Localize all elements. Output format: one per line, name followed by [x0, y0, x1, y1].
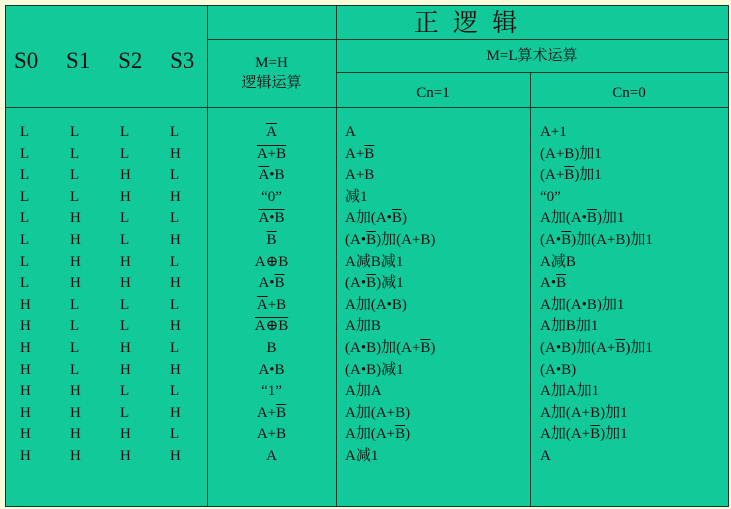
- expr-segment: A•: [540, 275, 557, 292]
- selector-value-s0: H: [20, 383, 31, 400]
- cn1-cell: [345, 381, 530, 403]
- logic-cell: [207, 424, 336, 446]
- selector-value-s1: H: [70, 231, 81, 248]
- cn1-cell: [345, 208, 530, 230]
- selector-value-s0: H: [20, 447, 31, 464]
- expr-segment: (A•B): [540, 361, 577, 378]
- rule-arith: [336, 72, 728, 73]
- expr-segment: $\overline{B}$: [561, 231, 572, 248]
- cn0-cell: [540, 273, 728, 295]
- selector-value-s1: H: [70, 275, 81, 292]
- selector-row: [20, 252, 210, 274]
- selector-value-s2: L: [120, 231, 130, 248]
- expr-segment: )加1: [625, 339, 653, 356]
- expr-segment: A加(A+: [540, 426, 591, 443]
- expr-segment: $\overline{B}$: [586, 210, 597, 227]
- selector-row: [20, 360, 210, 382]
- selector-s2-header: S2: [118, 48, 143, 73]
- selector-row: [20, 122, 210, 144]
- expr-segment: A加(A•B): [345, 296, 407, 313]
- selector-row: [20, 187, 210, 209]
- cn1-cell: [345, 273, 530, 295]
- selector-value-s3: L: [170, 339, 180, 356]
- logic-cell: [207, 230, 336, 252]
- expr-segment: (A•: [540, 231, 562, 248]
- cn0-cell: [540, 295, 728, 317]
- selector-value-s0: H: [20, 426, 31, 443]
- expr-segment: A减B: [540, 253, 576, 270]
- selector-value-s1: L: [70, 296, 80, 313]
- expr-segment: $\overline{A}$: [266, 124, 277, 140]
- cn0-cell: [540, 165, 728, 187]
- logic-cell: [207, 273, 336, 295]
- selector-value-s1: L: [70, 188, 80, 205]
- cn0-cell: [540, 208, 728, 230]
- expr-segment: A+1: [540, 124, 567, 140]
- selector-value-s0: L: [20, 188, 30, 205]
- logic-cell: [207, 360, 336, 382]
- cn1-cell: [345, 295, 530, 317]
- cn0-cell: [540, 144, 728, 166]
- expr-segment: A加B加1: [540, 318, 599, 335]
- logic-mode: M=H: [255, 55, 288, 71]
- expr-segment: (A•: [345, 231, 367, 248]
- expr-segment: )加1: [574, 167, 602, 184]
- cn0-cell: [540, 446, 728, 468]
- expr-segment: (A•: [345, 275, 367, 292]
- selector-value-s3: L: [170, 253, 180, 270]
- selector-value-s1: L: [70, 145, 80, 162]
- expr-segment: (A+: [540, 167, 565, 184]
- logic-cell: [207, 403, 336, 425]
- expr-segment: $\overline{B}$: [266, 231, 277, 248]
- divider-cn: [530, 72, 531, 506]
- logic-cell: [207, 316, 336, 338]
- expr-segment: (A+B)加1: [540, 145, 602, 162]
- expr-segment: $\overline{B}$: [615, 339, 626, 356]
- expr-segment: )加1: [600, 426, 628, 443]
- expr-segment: A加(A•B)加1: [540, 296, 625, 313]
- logic-cell: [207, 122, 336, 144]
- expr-segment: A: [266, 447, 277, 464]
- expr-segment: 减1: [345, 188, 368, 205]
- selector-value-s2: L: [120, 145, 130, 162]
- selector-value-s1: L: [70, 167, 80, 184]
- arith-mode-header: M=L算术运算: [486, 48, 578, 64]
- selector-value-s3: L: [170, 296, 180, 313]
- expr-segment: A加(A•: [345, 210, 392, 227]
- cn1-cell: [345, 446, 530, 468]
- cn0-cell: [540, 122, 728, 144]
- selector-value-s2: L: [120, 210, 130, 227]
- selector-value-s1: H: [70, 253, 81, 270]
- logic-column: [207, 122, 336, 468]
- expr-segment: A+: [345, 145, 365, 162]
- rule-header: [6, 107, 728, 108]
- cn1-cell: [345, 316, 530, 338]
- selector-value-s3: H: [170, 318, 181, 335]
- selector-row: [20, 381, 210, 403]
- expr-segment: A+B: [256, 426, 287, 443]
- expr-segment: A加B: [345, 318, 381, 335]
- selector-value-s3: H: [170, 447, 181, 464]
- expr-segment: )减1: [376, 275, 404, 292]
- selector-value-s1: L: [70, 361, 80, 378]
- selector-value-s1: H: [70, 383, 81, 400]
- selector-row: [20, 165, 210, 187]
- cn1-cell: [345, 187, 530, 209]
- rule-title: [207, 39, 728, 40]
- selector-value-s2: L: [120, 124, 130, 140]
- selector-value-s2: L: [120, 318, 130, 335]
- logic-mode-header: [207, 53, 336, 93]
- cn0-cell: [540, 381, 728, 403]
- expr-segment: A+: [256, 404, 277, 421]
- logic-cell: [207, 165, 336, 187]
- expr-segment: “1”: [261, 383, 282, 400]
- selector-value-s0: H: [20, 361, 31, 378]
- expr-segment: A加(A•: [540, 210, 587, 227]
- expr-segment: $\overline{A}$: [256, 296, 268, 313]
- selector-value-s2: L: [120, 383, 130, 400]
- cn1-cell: [345, 230, 530, 252]
- logic-cell: [207, 187, 336, 209]
- expr-segment: ): [401, 210, 407, 227]
- selector-value-s0: L: [20, 124, 30, 140]
- expr-segment: (A•B)加(A+: [345, 339, 421, 356]
- expr-segment: $\overline{B}$: [364, 145, 375, 162]
- selector-value-s0: L: [20, 231, 30, 248]
- expr-segment: “0”: [261, 188, 282, 205]
- selector-s3-header: S3: [170, 48, 195, 73]
- expr-segment: A+B: [256, 145, 287, 162]
- expr-segment: A加(A+B)加1: [540, 404, 628, 421]
- logic-cell: [207, 252, 336, 274]
- expr-segment: A减1: [345, 447, 379, 464]
- selector-value-s1: H: [70, 426, 81, 443]
- cn0-cell: [540, 316, 728, 338]
- expr-segment: $\overline{B}$: [276, 404, 287, 421]
- logic-cell: [207, 446, 336, 468]
- cn1-cell: [345, 144, 530, 166]
- expr-segment: A•B: [258, 361, 285, 378]
- cn1-column: [345, 122, 530, 468]
- divider-logic: [336, 6, 337, 506]
- logic-cell: [207, 208, 336, 230]
- cn0-cell: [540, 403, 728, 425]
- selector-row: [20, 403, 210, 425]
- cn0-column: [540, 122, 728, 468]
- expr-segment: A⊕B: [254, 318, 289, 335]
- logic-cell: [207, 295, 336, 317]
- expr-segment: $\overline{B}$: [564, 167, 575, 184]
- selector-value-s1: L: [70, 318, 80, 335]
- logic-cell: [207, 144, 336, 166]
- cn0-cell: [540, 252, 728, 274]
- selector-value-s3: L: [170, 383, 180, 400]
- selector-value-s0: L: [20, 167, 30, 184]
- expr-segment: )加1: [596, 210, 625, 227]
- cn0-cell: [540, 360, 728, 382]
- selector-value-s1: L: [70, 124, 80, 140]
- selector-value-s2: H: [120, 339, 131, 356]
- selector-value-s0: L: [20, 145, 30, 162]
- cn1-cell: [345, 360, 530, 382]
- selector-value-s3: L: [170, 426, 180, 443]
- selector-value-s0: L: [20, 253, 30, 270]
- cn1-cell: [345, 252, 530, 274]
- expr-segment: A⊕B: [254, 253, 289, 270]
- selector-value-s3: H: [170, 404, 181, 421]
- selector-value-s3: H: [170, 361, 181, 378]
- selector-value-s1: H: [70, 404, 81, 421]
- selector-column: [20, 122, 210, 468]
- expr-segment: (A•B)加(A+: [540, 339, 616, 356]
- selector-row: [20, 208, 210, 230]
- selector-row: [20, 230, 210, 252]
- expr-segment: ): [430, 339, 436, 356]
- selector-row: [20, 273, 210, 295]
- expr-segment: $\overline{B}$: [420, 339, 431, 356]
- selector-value-s1: H: [70, 447, 81, 464]
- function-table: [5, 5, 729, 507]
- cn1-header: Cn=1: [416, 85, 450, 101]
- selector-value-s3: L: [170, 167, 180, 184]
- expr-segment: “0”: [540, 188, 561, 205]
- selector-value-s0: H: [20, 404, 31, 421]
- cn0-cell: [540, 230, 728, 252]
- selector-row: [20, 316, 210, 338]
- selector-s0-header: S0: [14, 48, 39, 73]
- expr-segment: •B: [269, 167, 285, 184]
- selector-value-s2: H: [120, 447, 131, 464]
- cn1-cell: [345, 338, 530, 360]
- selector-value-s1: L: [70, 339, 80, 356]
- expr-segment: B: [266, 339, 277, 356]
- cn0-cell: [540, 187, 728, 209]
- expr-segment: A加A: [345, 383, 382, 400]
- expr-segment: A: [540, 447, 551, 464]
- logic-cell: [207, 338, 336, 360]
- selector-row: [20, 446, 210, 468]
- cn0-cell: [540, 338, 728, 360]
- expr-segment: )加(A+B)加1: [571, 231, 653, 248]
- selector-value-s1: H: [70, 210, 81, 227]
- selector-value-s0: L: [20, 210, 30, 227]
- cn1-cell: [345, 122, 530, 144]
- expr-segment: A加A加1: [540, 383, 600, 400]
- selector-value-s3: L: [170, 210, 180, 227]
- selector-value-s0: H: [20, 318, 31, 335]
- selector-value-s3: L: [170, 124, 180, 140]
- cn1-cell: [345, 403, 530, 425]
- expr-segment: A•: [258, 275, 275, 292]
- logic-cell: [207, 381, 336, 403]
- selector-value-s2: H: [120, 253, 131, 270]
- expr-segment: A加(A+: [345, 426, 396, 443]
- selector-value-s2: H: [120, 361, 131, 378]
- selector-value-s3: H: [170, 145, 181, 162]
- expr-segment: $\overline{B}$: [590, 426, 601, 443]
- selector-value-s3: H: [170, 188, 181, 205]
- expr-segment: $\overline{B}$: [556, 275, 567, 292]
- expr-segment: $\overline{B}$: [366, 231, 377, 248]
- selector-value-s2: L: [120, 404, 130, 421]
- expr-segment: )加(A+B): [376, 231, 436, 248]
- expr-segment: A加(A+B): [345, 404, 411, 421]
- page-title: 正 逻 辑: [413, 10, 522, 37]
- selector-headers: [14, 46, 194, 76]
- selector-value-s0: H: [20, 339, 31, 356]
- logic-label: 逻辑运算: [241, 75, 302, 91]
- expr-segment: A+B: [345, 167, 375, 184]
- expr-segment: $\overline{B}$: [391, 210, 402, 227]
- selector-row: [20, 295, 210, 317]
- selector-row: [20, 424, 210, 446]
- selector-s1-header: S1: [66, 48, 91, 73]
- selector-value-s3: H: [170, 231, 181, 248]
- selector-row: [20, 338, 210, 360]
- selector-value-s2: H: [120, 188, 131, 205]
- expr-segment: A: [345, 124, 356, 140]
- selector-value-s3: H: [170, 275, 181, 292]
- expr-segment: $\overline{B}$: [274, 275, 285, 292]
- expr-segment: ): [405, 426, 411, 443]
- expr-segment: $\overline{A}$: [258, 167, 270, 184]
- selector-value-s0: L: [20, 275, 30, 292]
- selector-value-s2: L: [120, 296, 130, 313]
- cn0-header: Cn=0: [612, 85, 646, 101]
- expr-segment: $\overline{B}$: [395, 426, 406, 443]
- selector-value-s0: H: [20, 296, 31, 313]
- cn1-cell: [345, 165, 530, 187]
- cn1-cell: [345, 424, 530, 446]
- expr-segment: (A•B)减1: [345, 361, 404, 378]
- expr-segment: A减B减1: [345, 253, 404, 270]
- expr-segment: A•B: [258, 210, 285, 227]
- cn0-cell: [540, 424, 728, 446]
- expr-segment: +B: [267, 296, 287, 313]
- selector-value-s2: H: [120, 275, 131, 292]
- selector-value-s2: H: [120, 426, 131, 443]
- selector-value-s2: H: [120, 167, 131, 184]
- expr-segment: $\overline{B}$: [366, 275, 377, 292]
- selector-row: [20, 144, 210, 166]
